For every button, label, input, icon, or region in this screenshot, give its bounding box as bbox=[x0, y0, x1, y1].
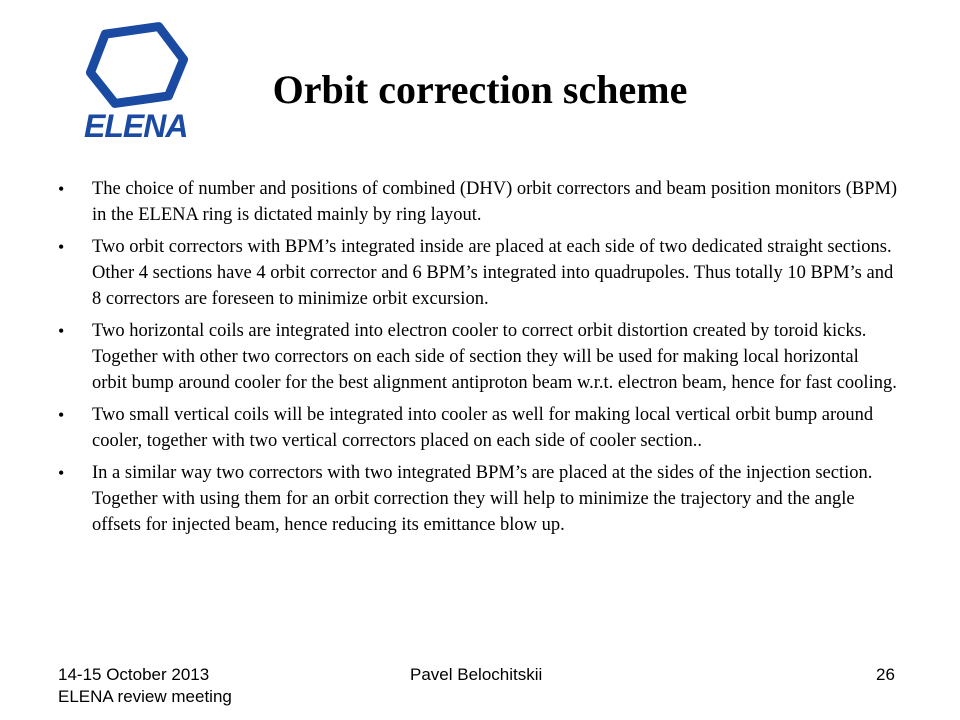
bullet-item bbox=[58, 176, 898, 228]
slide-title: Orbit correction scheme bbox=[272, 67, 688, 112]
bullet-item bbox=[58, 318, 898, 396]
footer-author: Pavel Belochitskii bbox=[410, 665, 543, 684]
bullet-icon: • bbox=[58, 237, 65, 257]
bullet-icon: • bbox=[58, 405, 65, 425]
bullet-icon: • bbox=[58, 179, 65, 199]
footer-page-number: 26 bbox=[876, 665, 895, 684]
logo-text: ELENA bbox=[84, 108, 188, 144]
bullet-text: The choice of number and positions of combined (DHV) orbit correctors and beam position monitors (BPM) in the ELENA ring is dictated mainly by ring layout. bbox=[92, 179, 898, 225]
bullet-list bbox=[58, 176, 898, 544]
footer-date-event bbox=[58, 664, 232, 708]
bullet-text: Two orbit correctors with BPM’s integrated inside are placed at each side of two dedicated straight sections. Other 4 sections have 4 orbit corrector and 6 BPM’s integrated into quadrupoles. Thus totally 10 BPM’s and 8 correctors are foreseen to minimize orbit excursion. bbox=[92, 237, 894, 309]
bullet-icon: • bbox=[58, 321, 65, 341]
bullet-item bbox=[58, 460, 898, 538]
bullet-icon: • bbox=[58, 463, 65, 483]
footer-event: ELENA review meeting bbox=[58, 687, 232, 706]
bullet-item bbox=[58, 234, 898, 312]
bullet-item bbox=[58, 402, 898, 454]
bullet-text: Two small vertical coils will be integrated into cooler as well for making local vertical orbit bump around cooler, together with two vertical correctors placed on each side of cooler section.. bbox=[92, 405, 874, 451]
footer-date: 14-15 October 2013 bbox=[58, 665, 210, 684]
bullet-text: In a similar way two correctors with two integrated BPM’s are placed at the sides of the injection section. Together with using them for an orbit correction they will help to minimize the trajectory and the angle offsets for injected beam, hence reducing its emittance blow up. bbox=[92, 463, 873, 535]
bullet-text: Two horizontal coils are integrated into electron cooler to correct orbit distortion created by toroid kicks. Together with other two correctors on each side of section they will be used for making local horizontal orbit bump around cooler for the best alignment antiproton beam w.r.t. electron beam, hence for fast cooling. bbox=[92, 321, 897, 393]
